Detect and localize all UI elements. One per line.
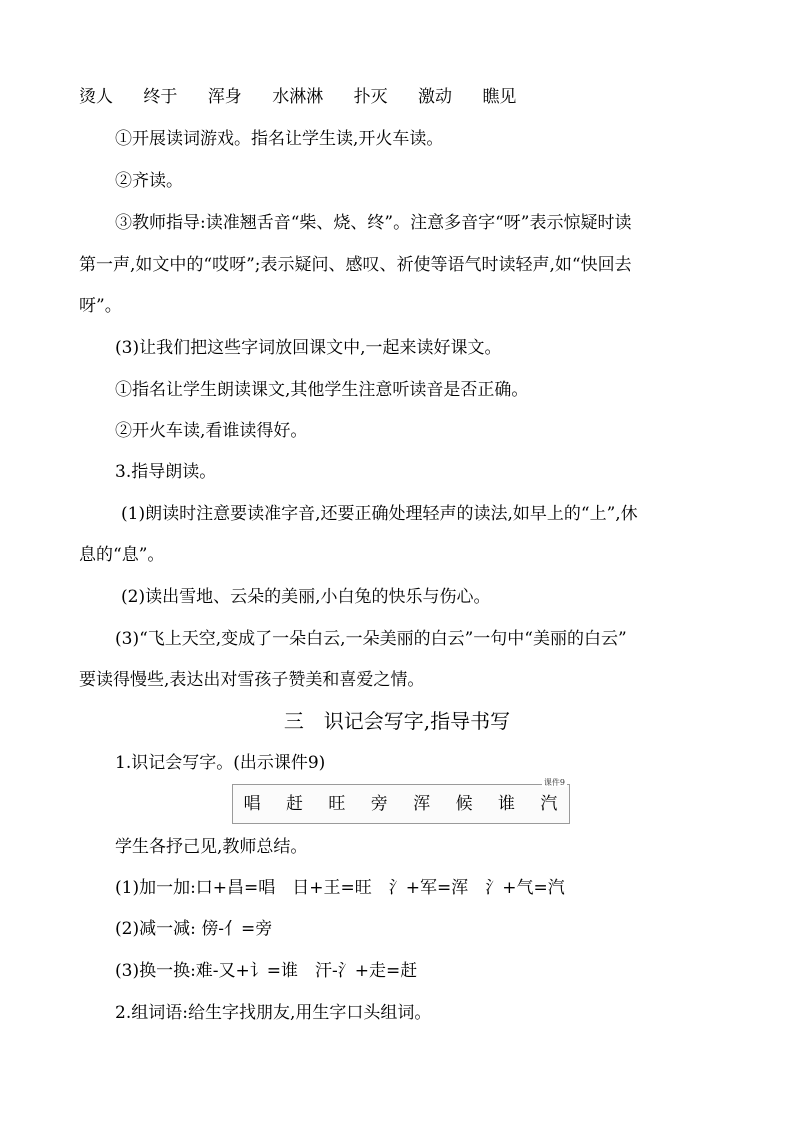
paragraph-line: (1)朗读时注意要读准字音,还要正确处理轻声的读法,如早上的“上”,休	[121, 504, 638, 524]
courseware-char: 候	[455, 794, 474, 814]
paragraph-line: (3)“飞上天空,变成了一朵白云,一朵美丽的白云”一句中“美丽的白云”	[115, 629, 627, 649]
vocab-word: 终于	[143, 87, 178, 107]
paragraph-line: (2)读出雪地、云朵的美丽,小白兔的快乐与伤心。	[121, 587, 491, 607]
section-heading: 三 识记会写字,指导书写	[283, 709, 511, 733]
courseware-characters	[233, 793, 569, 815]
paragraph-line: (1)加一加:口+昌=唱 日+王=旺 氵+军=浑 氵+气=汽	[115, 878, 565, 898]
paragraph-line: ①开展读词游戏。指名让学生读,开火车读。	[115, 129, 444, 149]
paragraph-line: (2)减一减: 傍-亻=旁	[115, 919, 273, 939]
paragraph-line: 息的“息”。	[79, 545, 165, 565]
courseware-char: 旁	[370, 794, 389, 814]
paragraph-line: (3)让我们把这些字词放回课文中,一起来读好课文。	[115, 338, 502, 358]
vocab-word: 水淋淋	[272, 87, 324, 107]
courseware-char: 浑	[413, 794, 432, 814]
courseware-char: 唱	[243, 794, 262, 814]
paragraph-line: (3)换一换:难-又+讠=谁 汗-氵+走=赶	[115, 961, 418, 981]
paragraph-line: 第一声,如文中的“哎呀”;表示疑问、感叹、祈使等语气时读轻声,如“快回去	[79, 255, 632, 275]
paragraph-line: ②开火车读,看谁读得好。	[115, 421, 308, 441]
vocab-word: 扑灭	[353, 87, 388, 107]
courseware-char: 旺	[328, 794, 347, 814]
vocabulary-row	[79, 86, 516, 108]
courseware-char: 赶	[285, 794, 304, 814]
paragraph-line: ①指名让学生朗读课文,其他学生注意听读音是否正确。	[115, 380, 529, 400]
courseware-char: 谁	[498, 794, 517, 814]
paragraph-line: 要读得慢些,表达出对雪孩子赞美和喜爱之情。	[79, 670, 425, 690]
vocab-word: 激动	[418, 87, 453, 107]
paragraph-line: 1.识记会写字。(出示课件9)	[115, 753, 326, 773]
paragraph-line: ②齐读。	[115, 171, 183, 191]
paragraph-line: ③教师指导:读准翘舌音“柴、烧、终”。注意多音字“呀”表示惊疑时读	[115, 213, 632, 233]
courseware-char: 汽	[540, 794, 559, 814]
paragraph-line: 学生各抒己见,教师总结。	[115, 837, 308, 857]
vocab-word: 浑身	[207, 87, 242, 107]
paragraph-line: 呀”。	[79, 296, 122, 316]
vocab-word: 烫人	[79, 87, 113, 107]
paragraph-line: 3.指导朗读。	[115, 462, 217, 482]
courseware-tag: 课件9	[543, 778, 565, 787]
paragraph-line: 2.组词语:给生字找朋友,用生字口头组词。	[115, 1003, 432, 1023]
vocab-word: 瞧见	[482, 87, 517, 107]
courseware-card	[232, 778, 570, 824]
